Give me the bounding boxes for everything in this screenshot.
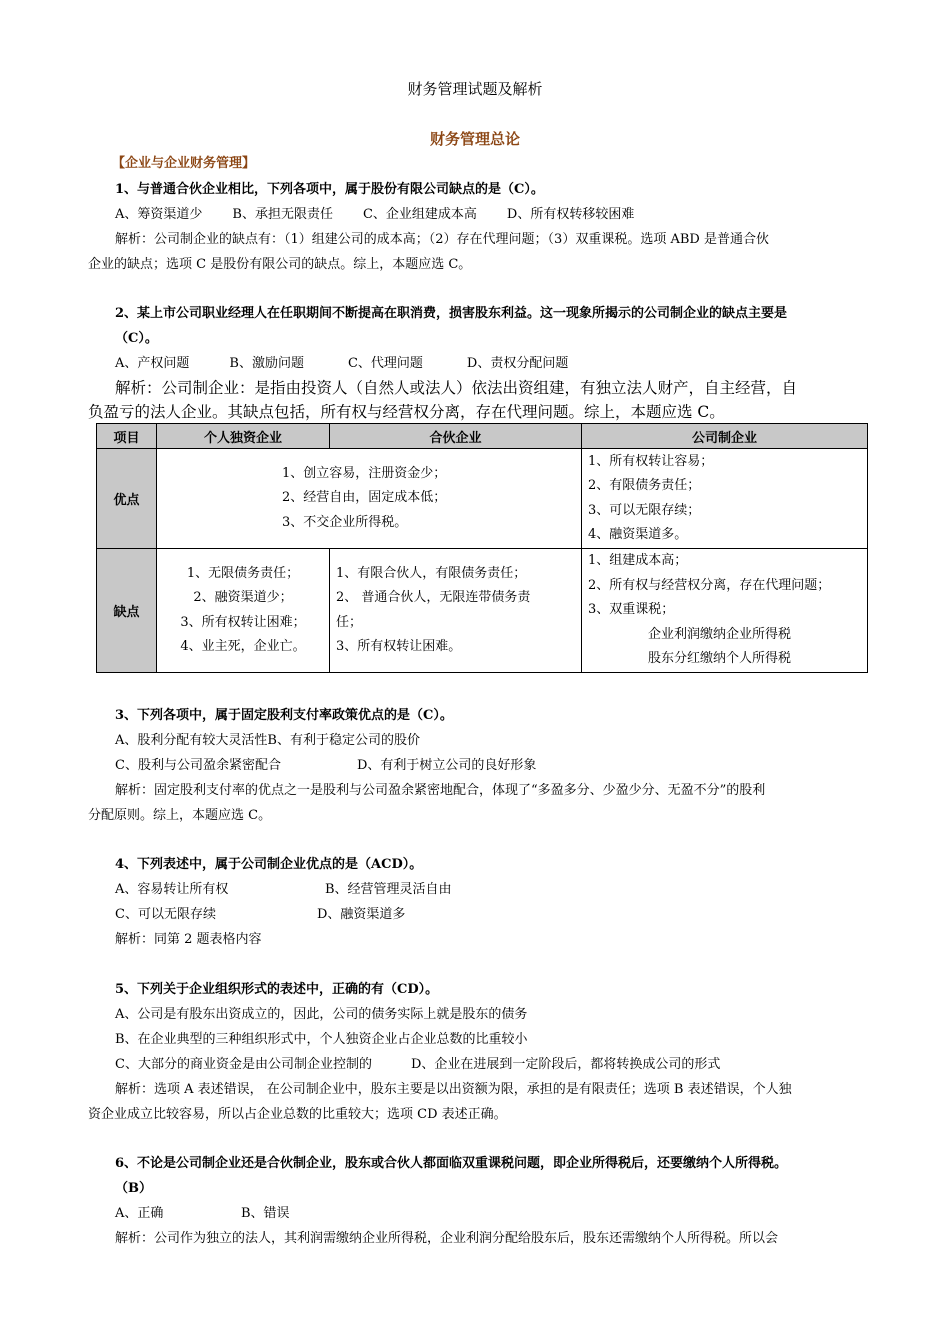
table-row-disadvantages [97,549,868,673]
table-header-row [97,424,868,449]
list-item: 1、有限合伙人，有限债务责任； [336,565,527,581]
advantages-shared-cell [157,449,582,549]
q4-question: 4、下列表述中，属于公司制企业优点的是（ACD）。 [115,857,423,872]
q2-option-a: A、产权问题 [115,356,190,371]
header-company: 公司制企业 [582,424,868,449]
q6-option-a: A、正确 [115,1206,164,1221]
list-item: 1、创立容易，注册资金少； [282,465,447,481]
q6-question-line1: 6、不论是公司制企业还是合伙制企业，股东或合伙人都面临双重课税问题，即企业所得税后，还要缴纳个人所得税。 [115,1156,788,1171]
q2-analysis-line2: 负盈亏的法人企业。其缺点包括，所有权与经营权分离，存在代理问题。综上，本题应选 C。 [88,403,725,421]
q5-option-d: D、企业在进展到一定阶段后，都将转换成公司的形式 [411,1057,721,1072]
q3-option-c: C、股利与公司盈余紧密配合 [115,758,281,773]
q1-option-b: B、承担无限责任 [232,207,333,222]
q3-analysis-line2: 分配原则。综上，本题应选 C。 [88,808,272,823]
list-item: 1、所有权转让容易； [588,453,714,469]
q5-option-b: B、在企业典型的三种组织形式中，个人独资企业占企业总数的比重较小 [115,1032,528,1047]
q5-options-cd [115,1053,720,1072]
q6-option-b: B、错误 [241,1206,290,1221]
list-item: 4、融资渠道多。 [588,527,688,542]
list-item: 3、所有权转让困难。 [336,639,462,654]
q6-options [115,1202,290,1221]
list-item: 任； [336,614,363,630]
list-item: 3、所有权转让困难； [180,614,306,630]
q3-option-b: B、有利于稳定公司的股价 [267,733,420,748]
list-item: 2、经营自由，固定成本低； [282,490,447,506]
q5-analysis-line2: 资企业成立比较容易，所以占企业总数的比重较大；选项 CD 表述正确。 [88,1107,507,1122]
q2-option-b: B、激励问题 [229,356,304,371]
list-item: 2、所有权与经营权分离，存在代理问题； [588,577,831,593]
q1-options [115,203,634,222]
q2-options [115,352,568,371]
list-item: 1、组建成本高； [588,553,688,569]
table-row-advantages [97,449,868,549]
q2-option-c: C、代理问题 [347,356,423,371]
q1-option-d: D、所有权转移较困难 [506,207,635,222]
disadvantages-sole-cell [157,549,330,673]
q3-options-row1 [115,729,420,748]
q4-options-row2 [115,903,405,922]
header-item: 项目 [97,424,157,449]
subsection-heading: 【企业与企业财务管理】 [112,156,256,171]
q1-question: 1、与普通合伙企业相比，下列各项中，属于股份有限公司缺点的是（C）。 [115,182,544,197]
section-title: 财务管理总论 [429,130,520,148]
q3-option-a: A、股利分配有较大灵活性 [115,733,268,748]
q3-question: 3、下列各项中，属于固定股利支付率政策优点的是（C）。 [115,708,453,723]
q3-analysis-line1: 解析：固定股利支付率的优点之一是股利与公司盈余紧密地配合，体现了“多盈多分、少盈少分、无盈不分”的股利 [115,783,766,798]
list-item: 2、有限债务责任； [588,478,701,493]
row-label-disadvantages: 缺点 [97,549,157,673]
q5-option-c: C、大部分的商业资金是由公司制企业控制的 [115,1057,372,1072]
q5-analysis-line1: 解析：选项 A 表述错误， 在公司制企业中，股东主要是以出资额为限，承担的是有限责任；选项 B 表述错误，个人独 [115,1082,792,1097]
list-item: 3、双重课税； [588,602,675,618]
row-label-advantages: 优点 [97,449,157,549]
q4-analysis: 解析：同第 2 题表格内容 [115,932,262,947]
q2-analysis-line1: 解析：公司制企业：是指由投资人（自然人或法人）依法出资组建，有独立法人财产，自主经营，自 [115,379,798,397]
list-item: 3、可以无限存续； [588,502,701,518]
q1-analysis-line1: 解析：公司制企业的缺点有：（1）组建公司的成本高；（2）存在代理问题；（3）双重课税。选项 ABD 是普通合伙 [115,232,769,247]
list-item: 企业利润缴纳企业所得税 [648,626,792,642]
header-sole: 个人独资企业 [157,424,330,449]
list-item: 2、融资渠道少； [193,590,293,605]
q5-question: 5、下列关于企业组织形式的表述中，正确的有（CD）。 [115,982,439,997]
q3-option-d: D、有利于树立公司的良好形象 [357,758,537,773]
q2-option-d: D、责权分配问题 [466,356,569,371]
q4-option-d: D、融资渠道多 [317,907,406,922]
q1-option-a: A、筹资渠道少 [115,207,203,222]
header-partner: 合伙企业 [330,424,582,449]
q3-options-row2 [115,754,536,773]
list-item: 3、不交企业所得税。 [282,514,408,530]
q2-question-line2: （C）。 [115,331,158,346]
advantages-company-cell [582,449,868,549]
list-item: 4、业主死，企业亡。 [180,639,306,654]
list-item: 股东分红缴纳个人所得税 [648,651,792,667]
q1-option-c: C、企业组建成本高 [362,207,477,222]
q4-option-b: B、经营管理灵活自由 [325,882,452,897]
list-item: 1、无限债务责任； [186,565,300,581]
q4-options-row1 [115,878,452,897]
q1-analysis-line2: 企业的缺点；选项 C 是股份有限公司的缺点。综上，本题应选 C。 [88,257,472,272]
q4-option-a: A、容易转让所有权 [115,882,229,897]
q2-question-line1: 2、某上市公司职业经理人在任职期间不断提高在职消费，损害股东利益。这一现象所揭示的公司制企业的缺点主要是 [115,306,788,321]
comparison-table [96,423,868,673]
q6-analysis-line1: 解析：公司作为独立的法人，其利润需缴纳企业所得税，企业利润分配给股东后，股东还需缴纳个人所得税。所以会 [115,1231,779,1246]
q5-option-a: A、公司是有股东出资成立的，因此，公司的债务实际上就是股东的债务 [115,1007,528,1022]
document-title: 财务管理试题及解析 [407,80,543,98]
disadvantages-partner-cell [330,549,582,673]
disadvantages-company-cell [582,549,868,673]
list-item: 2、 普通合伙人，无限连带债务责 [336,590,531,605]
q4-option-c: C、可以无限存续 [115,907,216,922]
q6-question-line2: （B） [115,1181,152,1196]
